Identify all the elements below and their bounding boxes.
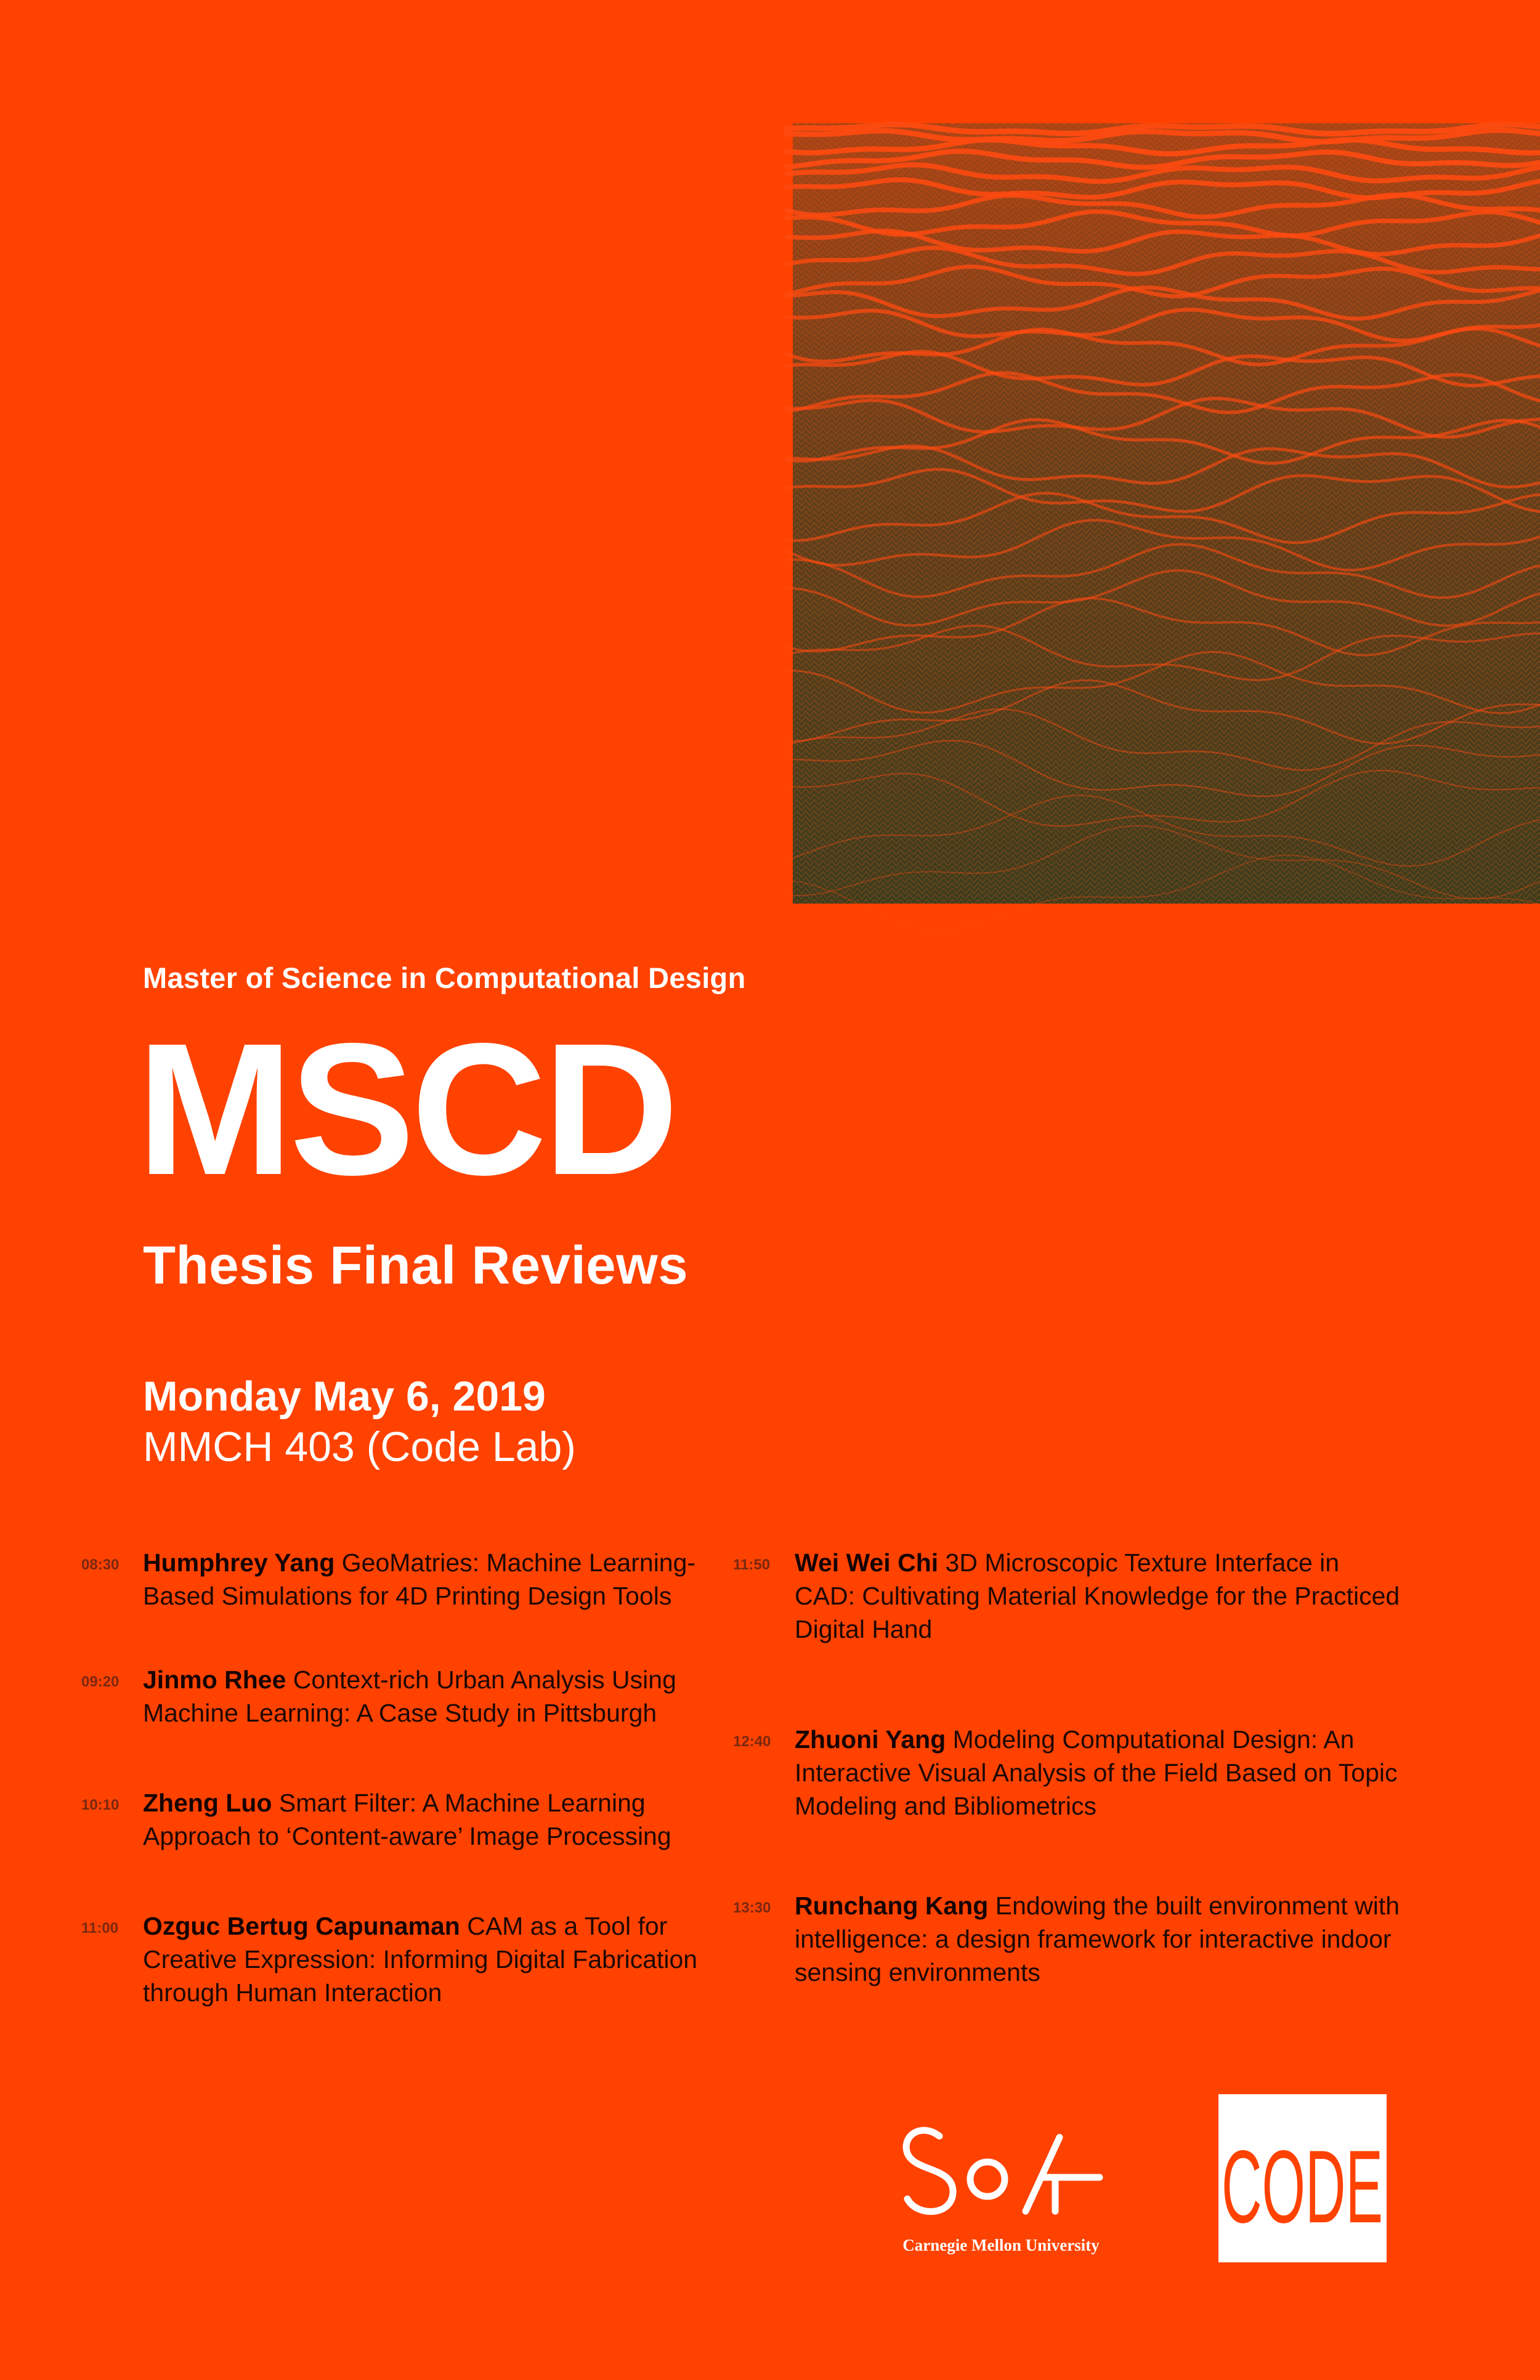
entry-time: 12:40 [733, 1733, 771, 1750]
schedule-entry [733, 1723, 1404, 1823]
schedule-entry [81, 1663, 734, 1730]
entry-time: 11:00 [81, 1920, 119, 1937]
code-logo [1218, 2094, 1387, 2262]
schedule-entry [733, 1546, 1404, 1646]
entry-time: 08:30 [81, 1556, 120, 1573]
schedule-column-left [81, 1546, 734, 2009]
thesis-title: Smart Filter: A Machine Learning Approach to ‘Content-aware’ Image Processing [143, 1789, 671, 1850]
soa-mark-icon [896, 2119, 1106, 2230]
soa-logo [896, 2119, 1106, 2261]
thesis-title: Context-rich Urban Analysis Using Machine Learning: A Case Study in Pittsburgh [143, 1666, 676, 1727]
thesis-title: Modeling Computational Design: An Interactive Visual Analysis of the Field Based on Topic Modeling and Bibliometrics [795, 1725, 1398, 1820]
program-subtitle: Master of Science in Computational Design [143, 961, 746, 994]
presenter-name: Jinmo Rhee [143, 1666, 293, 1694]
entry-time: 09:20 [81, 1674, 120, 1690]
schedule-entry [733, 1889, 1404, 1989]
thesis-title: 3D Microscopic Texture Interface in CAD: Cultivating Material Knowledge for the Practiced Digital Hand [795, 1548, 1400, 1643]
presenter-name: Humphrey Yang [143, 1548, 342, 1577]
presenter-name: Zheng Luo [143, 1789, 279, 1817]
entry-time: 10:10 [81, 1797, 120, 1813]
event-location: MMCH 403 (Code Lab) [143, 1423, 576, 1470]
code-logo-text: CODE [1222, 2129, 1383, 2244]
presenter-name: Runchang Kang [795, 1892, 995, 1920]
thesis-title: Endowing the built environment with intelligence: a design framework for interactive indoor sensing environments [795, 1892, 1400, 1986]
program-acronym-title: MSCD [137, 1004, 676, 1214]
schedule-entry [81, 1546, 734, 1613]
entry-time: 13:30 [733, 1900, 771, 1916]
presenter-name: Zhuoni Yang [795, 1725, 953, 1754]
hero-terrain-image [793, 123, 1540, 904]
schedule-column-right [733, 1546, 1404, 1989]
thesis-title: GeoMatries: Machine Learning-Based Simulations for 4D Printing Design Tools [143, 1548, 696, 1610]
presenter-name: Wei Wei Chi [795, 1548, 946, 1577]
entry-time: 11:50 [733, 1556, 771, 1573]
event-date: Monday May 6, 2019 [143, 1373, 546, 1420]
schedule-entry [81, 1909, 734, 2009]
event-title: Thesis Final Reviews [143, 1236, 689, 1295]
schedule-entry [81, 1786, 734, 1853]
presenter-name: Ozguc Bertug Capunaman [143, 1912, 468, 1940]
university-caption: Carnegie Mellon University [902, 2236, 1100, 2254]
thesis-title: CAM as a Tool for Creative Expression: Informing Digital Fabrication through Human Interaction [143, 1912, 698, 2007]
